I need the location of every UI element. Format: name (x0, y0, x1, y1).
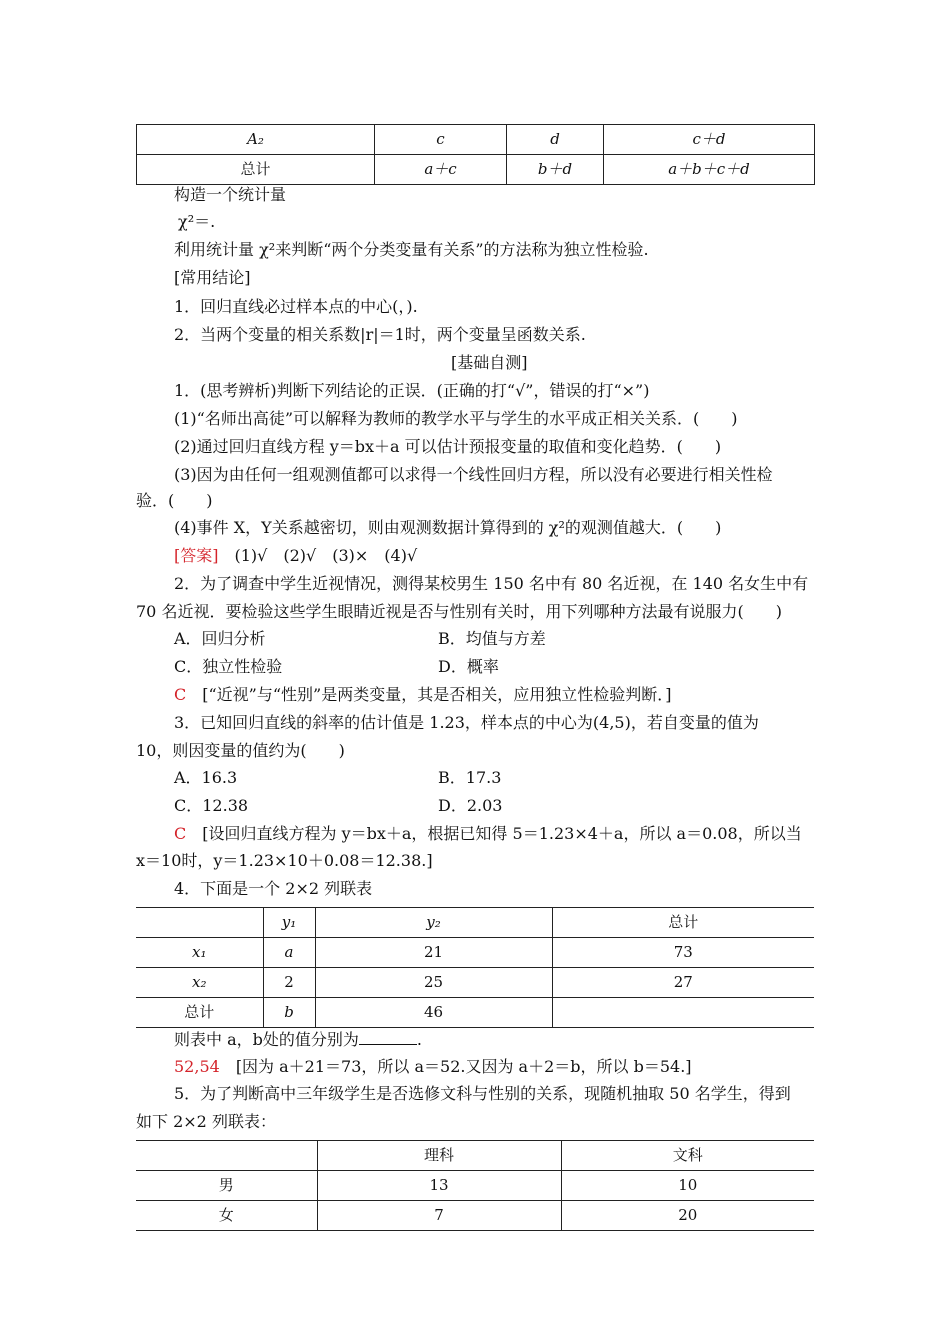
table-cell: 20 (561, 1201, 814, 1231)
table-header-row (136, 908, 814, 938)
contingency-table-q4 (136, 907, 814, 1028)
answer-line (174, 545, 417, 567)
question-text: 如下 2×2 列联表： (136, 1112, 276, 1131)
table-row (136, 968, 814, 998)
text-line: χ²＝. (178, 212, 216, 231)
answer-text: [“近视”与“性别”是两类变量，其是否相关，应用独立性检验判断．] (186, 685, 672, 704)
contingency-table-q5 (136, 1140, 814, 1231)
question-end: . (416, 1030, 422, 1049)
table-cell: 7 (317, 1201, 561, 1231)
table-row (136, 1171, 814, 1201)
table-cell: 13 (317, 1171, 561, 1201)
option-a: A．16.3 (174, 768, 238, 787)
answer-value: 52,54 (174, 1057, 220, 1076)
text-line: 构造一个统计量 (174, 185, 287, 204)
table-cell: 73 (552, 938, 814, 968)
option-b: B．均值与方差 (438, 629, 546, 648)
table-cell: 总计 (136, 998, 263, 1028)
table-cell (552, 998, 814, 1028)
question-text: 10，则因变量的值约为( ) (136, 741, 345, 760)
option-d: D．概率 (438, 657, 499, 676)
question-text: (2)通过回归直线方程 y＝bx＋a 可以估计预报变量的取值和变化趋势．( ) (174, 437, 722, 456)
answer-text: [因为 a＋21＝73，所以 a＝52.又因为 a＋2＝b，所以 b＝54.] (219, 1057, 692, 1076)
table-cell: 理科 (317, 1141, 561, 1171)
table-cell: x₂ (136, 968, 263, 998)
section-heading: [常用结论] (174, 268, 251, 287)
table-cell: 总计 (137, 155, 375, 185)
table-cell: 2 (263, 968, 315, 998)
question-text: (1)“名师出高徒”可以解释为教师的教学水平与学生的水平成正相关关系．( ) (174, 409, 738, 428)
table-cell: a＋c (375, 155, 507, 185)
table-row (136, 998, 814, 1028)
question-text: 1．(思考辨析)判断下列结论的正误．(正确的打“√”，错误的打“×”) (174, 381, 650, 400)
option-d: D．2.03 (438, 796, 503, 815)
question-prompt: 则表中 a，b处的值分别为 (174, 1030, 359, 1049)
option-c: C．独立性检验 (174, 657, 283, 676)
table-row (136, 1201, 814, 1231)
answer-line (174, 684, 671, 706)
option-a: A．回归分析 (174, 629, 266, 648)
answer-blank (359, 1030, 417, 1045)
contingency-table-top (136, 124, 815, 185)
text-line: 2．当两个变量的相关系数|r|＝1时，两个变量呈函数关系. (174, 325, 586, 344)
text-line: 1．回归直线必过样本点的中心(，). (174, 297, 418, 316)
table-cell: 10 (561, 1171, 814, 1201)
table-cell: c (375, 125, 507, 155)
table-cell: 文科 (561, 1141, 814, 1171)
question-text: 4．下面是一个 2×2 列联表 (174, 879, 373, 898)
answer-letter: C (174, 824, 187, 843)
table-cell: 男 (136, 1171, 317, 1201)
answer-text: (1)√ (2)√ (3)× (4)√ (218, 546, 418, 565)
question-text: 5．为了判断高中三年级学生是否选修文科与性别的关系，现随机抽取 50 名学生，得到 (174, 1084, 791, 1103)
answer-letter: C (174, 685, 187, 704)
table-cell: y₂ (315, 908, 552, 938)
table-cell: b＋d (507, 155, 604, 185)
table-cell: 21 (315, 938, 552, 968)
table-cell: 46 (315, 998, 552, 1028)
table-row (137, 125, 815, 155)
question-text (174, 1029, 422, 1051)
table-cell (136, 908, 263, 938)
table-cell: A₂ (137, 125, 375, 155)
question-text: 2．为了调查中学生近视情况，测得某校男生 150 名中有 80 名近视，在 140 名女生中有 (174, 574, 809, 593)
table-cell: c＋d (604, 125, 815, 155)
table-cell (136, 1141, 317, 1171)
answer-label: [答案] (174, 546, 219, 565)
table-header-row (136, 1141, 814, 1171)
table-cell: 女 (136, 1201, 317, 1231)
table-row (136, 938, 814, 968)
question-text: 验．( ) (136, 491, 213, 510)
question-text: (3)因为由任何一组观测值都可以求得一个线性回归方程，所以没有必要进行相关性检 (174, 465, 773, 484)
table-cell: x₁ (136, 938, 263, 968)
question-text: 3．已知回归直线的斜率的估计值是 1.23，样本点的中心为(4,5)，若自变量的值为 (174, 713, 759, 732)
answer-text: [设回归直线方程为 y＝bx＋a，根据已知得 5＝1.23×4＋a，所以 a＝0.08，所以当 (186, 824, 802, 843)
question-text: (4)事件 X，Y关系越密切，则由观测数据计算得到的 χ²的观测值越大．( ) (174, 518, 722, 537)
table-cell: d (507, 125, 604, 155)
table-cell: a (263, 938, 315, 968)
table-cell: 总计 (552, 908, 814, 938)
table-cell: b (263, 998, 315, 1028)
table-cell: 27 (552, 968, 814, 998)
section-heading: [基础自测] (451, 353, 528, 372)
answer-line (174, 823, 802, 845)
option-c: C．12.38 (174, 796, 249, 815)
table-cell: a＋b＋c＋d (604, 155, 815, 185)
table-cell: 25 (315, 968, 552, 998)
text-line: 利用统计量 χ²来判断“两个分类变量有关系”的方法称为独立性检验. (174, 240, 649, 259)
answer-line (174, 1056, 692, 1078)
table-cell: y₁ (263, 908, 315, 938)
answer-text: x＝10时，y＝1.23×10＋0.08＝12.38.] (136, 851, 433, 870)
table-row (137, 155, 815, 185)
question-text: 70 名近视．要检验这些学生眼睛近视是否与性别有关时，用下列哪种方法最有说服力( ) (136, 602, 782, 621)
option-b: B．17.3 (438, 768, 502, 787)
